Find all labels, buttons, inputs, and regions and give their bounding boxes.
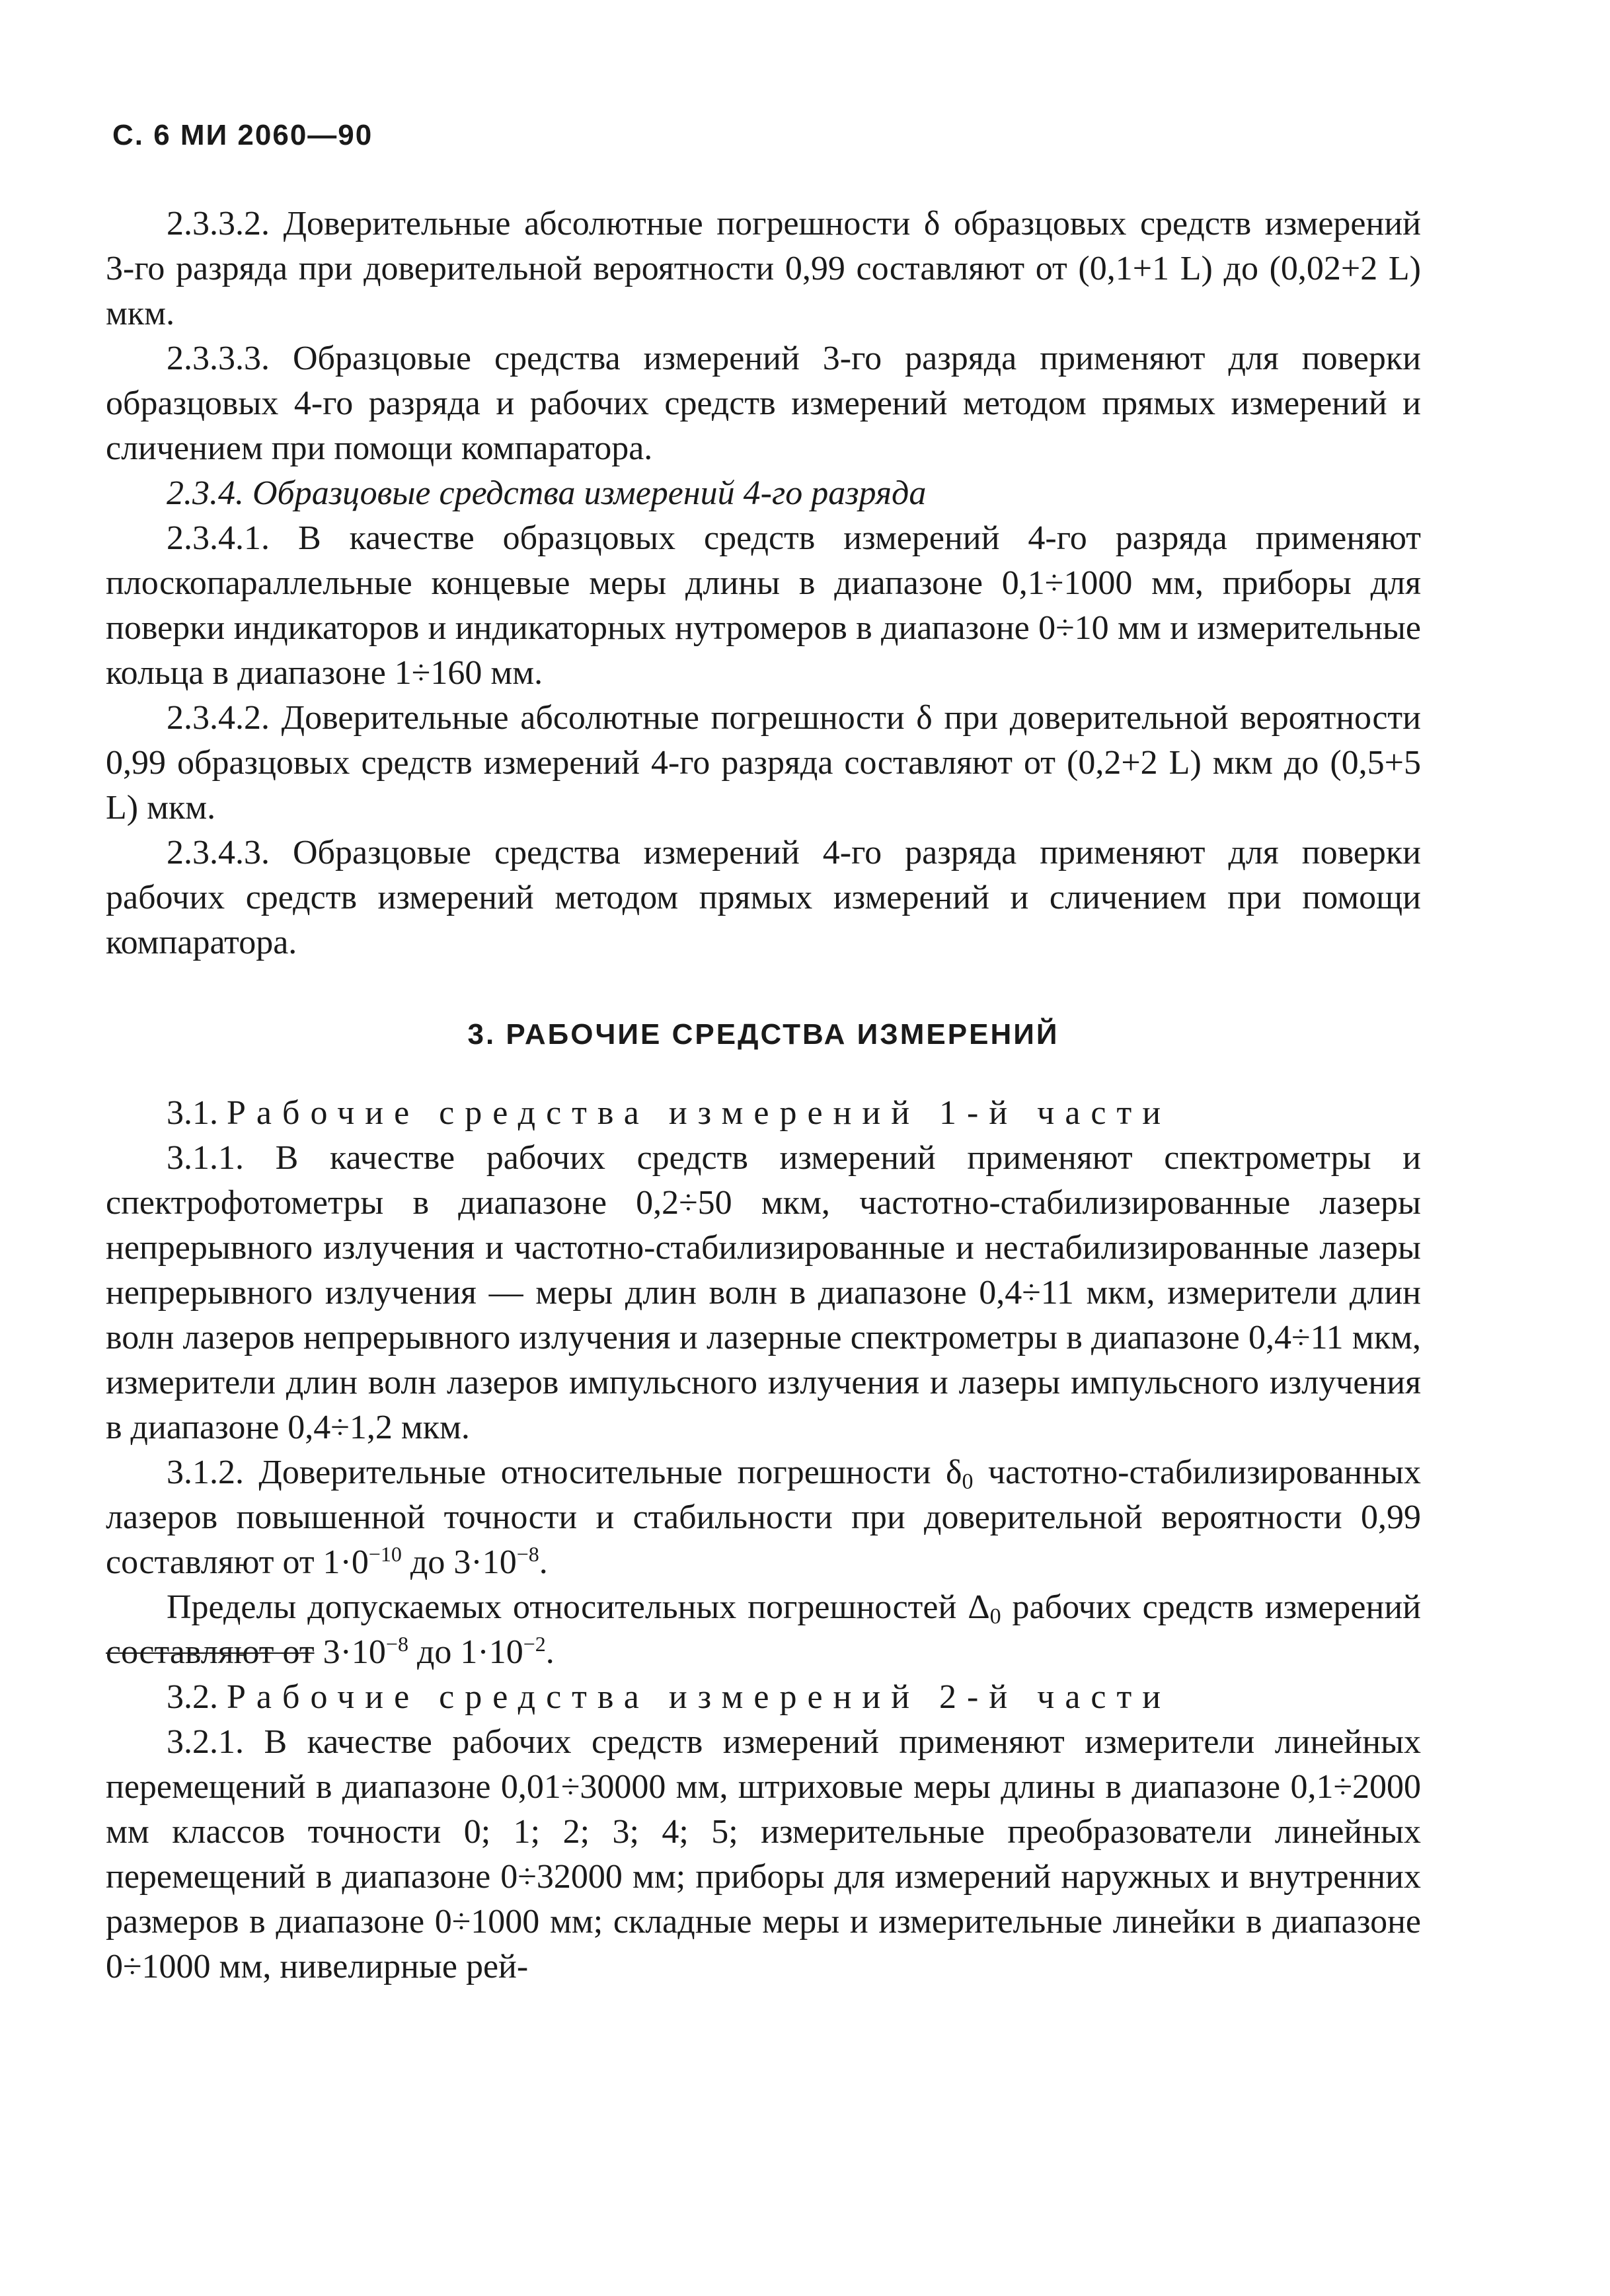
exponent: −8 — [385, 1632, 408, 1656]
delta-subscript: 0 — [962, 1469, 974, 1494]
paragraph-limits-text-c: 3·10 — [314, 1633, 386, 1671]
paragraph-3-1-2-text-b: частотно-стабилизированных лазеров повышенной точности и стабильности при доверительной вероятности 0,99 составляют от 1·0 — [106, 1454, 1421, 1581]
paragraph-2-3-4-1: 2.3.4.1. В качестве образцовых средств измерений 4-го разряда применяют плоскопараллельные концевые меры длины в диапазоне 0,1÷1000 мм, приборы для поверки индикаторов и индикаторных нутромеров в диапазоне 0÷10 мм и измерительные кольца в диапазоне 1÷160 мм. — [106, 519, 1421, 692]
subsection-heading-3-2 — [106, 1675, 1421, 1720]
delta-subscript: 0 — [989, 1604, 1001, 1629]
subsection-title-3-1: Рабочие средства измерений 1-й части — [227, 1094, 1172, 1132]
paragraph-3-1-2-text-d: . — [539, 1543, 548, 1581]
subsection-heading-3-1 — [106, 1091, 1421, 1136]
body-text — [106, 202, 1421, 1989]
paragraph-2-3-3-2: 2.3.3.2. Доверительные абсолютные погрешности δ образцовых средств измерений 3-го разряда при доверительной вероятности 0,99 составляют от (0,1+1 L) до (0,02+2 L) мкм. — [106, 205, 1421, 332]
paragraph-limits-text-b: рабочих средств измерений — [1001, 1588, 1421, 1626]
exponent: −10 — [368, 1542, 402, 1566]
paragraph-limits-text-a: Пределы допускаемых относительных погрешностей Δ — [167, 1588, 990, 1626]
paragraph-3-1-1: 3.1.1. В качестве рабочих средств измерений применяют спектрометры и спектрофотометры в диапазоне 0,2÷50 мкм, частотно-стабилизированные лазеры непрерывного излучения и частотно-стабилизированные и нестабилизированные лазеры непрерывного излучения — меры длин волн в диапазоне 0,4÷11 мкм, измерители длин волн лазеров непрерывного излучения и лазерные спектрометры в диапазоне 0,4÷11 мкм, измерители длин волн лазеров импульсного излучения и лазеры импульсного излучения в диапазоне 0,4÷1,2 мкм. — [106, 1139, 1421, 1446]
section-3-heading: 3. РАБОЧИЕ СРЕДСТВА ИЗМЕРЕНИЙ — [467, 1018, 1059, 1051]
paragraph-3-1-2-text-a: 3.1.2. Доверительные относительные погрешности δ — [167, 1454, 962, 1491]
subsection-heading-2-3-4: 2.3.4. Образцовые средства измерений 4-го разряда — [167, 474, 927, 512]
paragraph-limits-text-e: . — [545, 1633, 555, 1671]
exponent: −2 — [523, 1632, 546, 1656]
exponent: −8 — [516, 1542, 539, 1566]
subsection-title-3-2: Рабочие средства измерений 2-й части — [227, 1678, 1172, 1716]
paragraph-3-1-2 — [106, 1450, 1421, 1585]
paragraph-2-3-3-3: 2.3.3.3. Образцовые средства измерений 3-го разряда применяют для поверки образцовых 4-го разряда и рабочих средств измерений методом прямых измерений и сличением при помощи компаратора. — [106, 340, 1421, 467]
subsection-number-3-1: 3.1. — [167, 1094, 218, 1132]
paragraph-limits — [106, 1585, 1421, 1675]
paragraph-2-3-4-3: 2.3.4.3. Образцовые средства измерений 4-го разряда применяют для поверки рабочих средств измерений методом прямых измерений и сличением при помощи компаратора. — [106, 834, 1421, 961]
paragraph-limits-text-d: до 1·10 — [408, 1633, 523, 1671]
subsection-number-3-2: 3.2. — [167, 1678, 218, 1716]
paragraph-3-2-1: 3.2.1. В качестве рабочих средств измерений применяют измерители линейных перемещений в диапазоне 0,01÷30000 мм, штриховые меры длины в диапазоне 0,1÷2000 мм классов точности 0; 1; 2; 3; 4; 5; измерительные преобразователи линейных перемещений в диапазоне 0÷32000 мм; приборы для измерений наружных и внутренних размеров в диапазоне 0÷1000 мм; складные меры и измерительные линейки в диапазоне 0÷1000 мм, нивелирные рей- — [106, 1723, 1421, 1985]
struck-through-text: составляют от — [106, 1633, 315, 1671]
paragraph-2-3-4-2: 2.3.4.2. Доверительные абсолютные погрешности δ при доверительной вероятности 0,99 образцовых средств измерений 4-го разряда составляют от (0,2+2 L) мкм до (0,5+5 L) мкм. — [106, 699, 1421, 827]
running-head: С. 6 МИ 2060—90 — [112, 119, 373, 151]
paragraph-3-1-2-text-c: до 3·10 — [401, 1543, 517, 1581]
